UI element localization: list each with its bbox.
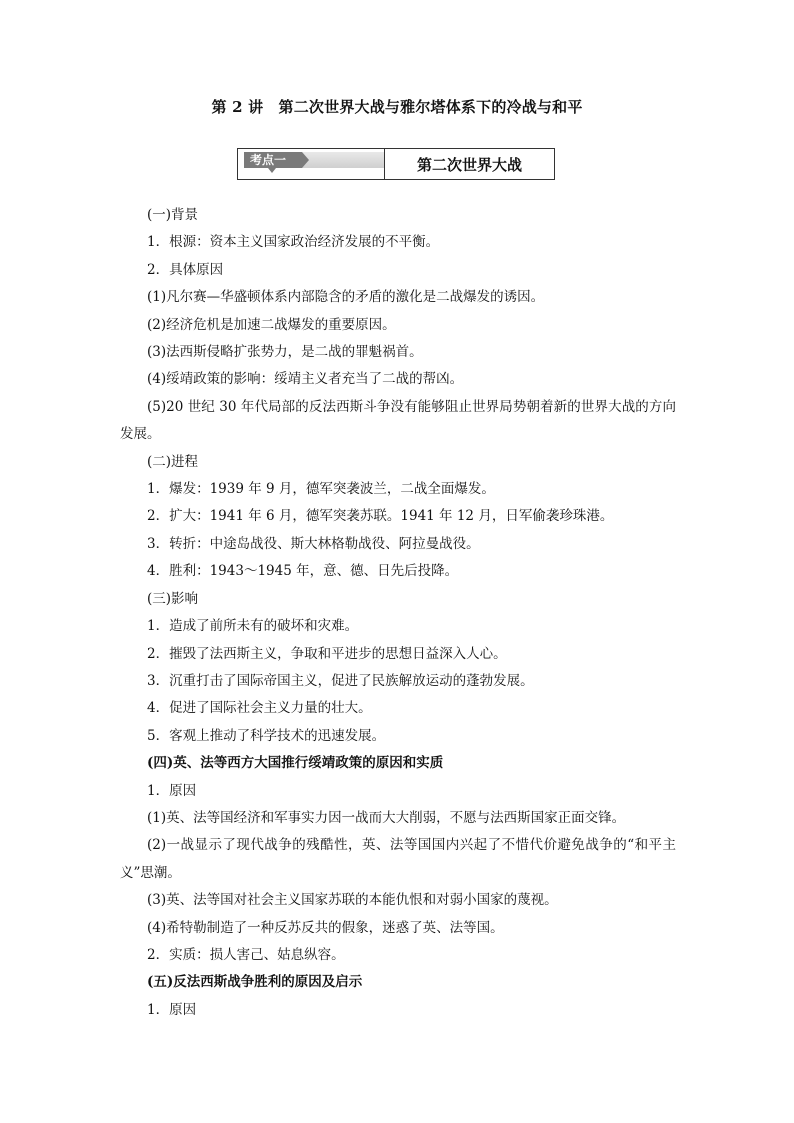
paragraph: (五)反法西斯战争胜利的原因及启示 (147, 974, 363, 991)
paragraph: (四)英、法等西方大国推行绥靖政策的原因和实质 (147, 755, 444, 772)
paragraph: 4．促进了国际社会主义力量的壮大。 (147, 700, 372, 717)
paragraph: (4)希特勒制造了一种反苏反共的假象，迷惑了英、法等国。 (147, 919, 504, 936)
body-content (120, 202, 676, 1024)
paragraph: (1)凡尔赛—华盛顿体系内部隐含的矛盾的激化是二战爆发的诱因。 (147, 289, 545, 306)
paragraph: 1．爆发：1939 年 9 月，德军突袭波兰，二战全面爆发。 (147, 481, 495, 498)
paragraph: (1)英、法等国经济和军事实力因一战而大大削弱，不愿与法西斯国家正面交锋。 (147, 809, 626, 826)
kaodian-tag: 考点一 (244, 152, 302, 168)
paragraph: 1．根源：资本主义国家政治经济发展的不平衡。 (147, 234, 440, 251)
paragraph: 2．实质：损人害己、姑息纵容。 (147, 946, 345, 963)
paragraph: 2．扩大：1941 年 6 月，德军突袭苏联。1941 年 12 月，日军偷袭珍珠港。 (147, 508, 614, 525)
paragraph: 3．沉重打击了国际帝国主义，促进了民族解放运动的蓬勃发展。 (147, 672, 534, 689)
paragraph: 5．客观上推动了科学技术的迅速发展。 (147, 727, 386, 744)
paragraph: (3)法西斯侵略扩张势力，是二战的罪魁祸首。 (147, 344, 423, 361)
paragraph: 1．原因 (147, 1001, 197, 1018)
kaodian-badge (244, 152, 384, 168)
paragraph: 1．原因 (147, 782, 197, 799)
tag-pointer-icon (268, 168, 276, 173)
paragraph: (一)背景 (147, 207, 199, 223)
tag-arrow-icon (302, 152, 309, 168)
paragraph: 2．具体原因 (147, 261, 224, 278)
paragraph: (二)进程 (147, 453, 199, 470)
paragraph: (2)一战显示了现代战争的残酷性，英、法等国国内兴起了不惜代价避免战争的“和平主义”思潮。 (120, 837, 676, 881)
paragraph: (5)20 世纪 30 年代局部的反法西斯斗争没有能够阻止世界局势朝着新的世界大战的方向发展。 (120, 398, 676, 443)
paragraph: (3)英、法等国对社会主义国家苏联的本能仇恨和对弱小国家的蔑视。 (147, 892, 558, 909)
lesson-title: 第 2 讲 第二次世界大战与雅尔塔体系下的冷战与和平 (211, 98, 583, 116)
paragraph: 4．胜利：1943～1945 年，意、德、日先后投降。 (147, 563, 459, 580)
paragraph: (三)影响 (147, 590, 199, 607)
paragraph: 1．造成了前所未有的破坏和灾难。 (147, 618, 359, 635)
kaodian-topic: 第二次世界大战 (416, 155, 522, 174)
paragraph: 3．转折：中途岛战役、斯大林格勒战役、阿拉曼战役。 (147, 535, 480, 552)
kaodian-header (237, 148, 555, 180)
paragraph: 2．摧毁了法西斯主义，争取和平进步的思想日益深入人心。 (147, 645, 507, 662)
kaodian-label-cell (238, 149, 385, 179)
paragraph: (2)经济危机是加速二战爆发的重要原因。 (147, 316, 396, 333)
paragraph: (4)绥靖政策的影响：绥靖主义者充当了二战的帮凶。 (147, 371, 464, 388)
